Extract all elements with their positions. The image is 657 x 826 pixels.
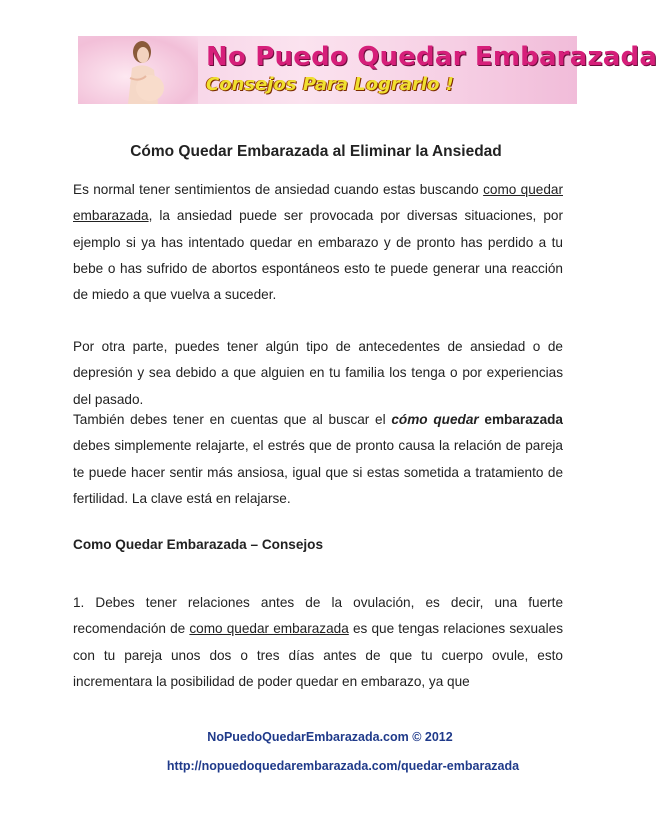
paragraph-1-rest: , la ansiedad puede ser provocada por diversas situaciones, por ejemplo si ya has intentado quedar en embarazo y de pronto has perdido a tu bebe o has sufrido de abortos espontáneos esto te puede generar una reacción de miedo a que vuelva a suceder.	[73, 208, 563, 303]
page-title	[0, 143, 638, 161]
footer-copyright-text: NoPuedoQuedarEmbarazada.com © 2012	[207, 730, 453, 744]
paragraph-4	[73, 590, 563, 695]
page-title-text: Cómo Quedar Embarazada al Eliminar la Ansiedad	[130, 143, 502, 160]
paragraph-4-start: 1. Debes tener relaciones antes de la ovulación, es decir, una fuerte recomendación de	[73, 595, 563, 637]
header-banner	[78, 36, 657, 104]
footer-url	[0, 759, 638, 773]
paragraph-3-start: También debes tener en cuentas que al buscar el	[73, 412, 392, 427]
section-heading-consejos: Como Quedar Embarazada – Consejos	[73, 537, 324, 552]
footer-copyright	[0, 730, 638, 744]
como-quedar-embarazada-link-2[interactable]: como quedar embarazada	[189, 621, 349, 637]
emphasis-embarazada: embarazada	[484, 412, 563, 427]
paragraph-3	[73, 407, 563, 512]
pregnant-woman-icon	[106, 38, 186, 104]
footer-url-link[interactable]: http://nopuedoquedarembarazada.com/quedar-embarazada	[166, 759, 520, 773]
paragraph-2: Por otra parte, puedes tener algún tipo de antecedentes de ansiedad o de depresión y sea debido a que alguien en tu familia los tenga o por experiencias del pasado.	[73, 339, 563, 407]
logo-subtitle: Consejos Para Lograrlo !	[206, 74, 454, 95]
como-quedar-embarazada-link[interactable]: como quedar embarazada	[73, 182, 563, 224]
emphasis-como-quedar: cómo quedar	[391, 412, 479, 427]
paragraph-4-rest: es que tengas relaciones sexuales con tu pareja unos dos o tres días antes de que tu cuerpo ovule, esto incrementara la posibilidad de poder quedar en embarazo, ya que	[73, 621, 563, 689]
paragraph-1-start: Es normal tener sentimientos de ansiedad cuando estas buscando	[73, 182, 484, 197]
paragraph-1	[73, 177, 563, 308]
paragraph-3-rest: debes simplemente relajarte, el estrés que de pronto causa la relación de pareja te puede hacer sentir más ansiosa, igual que si estas sometida a tratamiento de fertilidad. La clave está en relajarse.	[73, 438, 563, 506]
logo-title: No Puedo Quedar Embarazada	[206, 42, 657, 72]
